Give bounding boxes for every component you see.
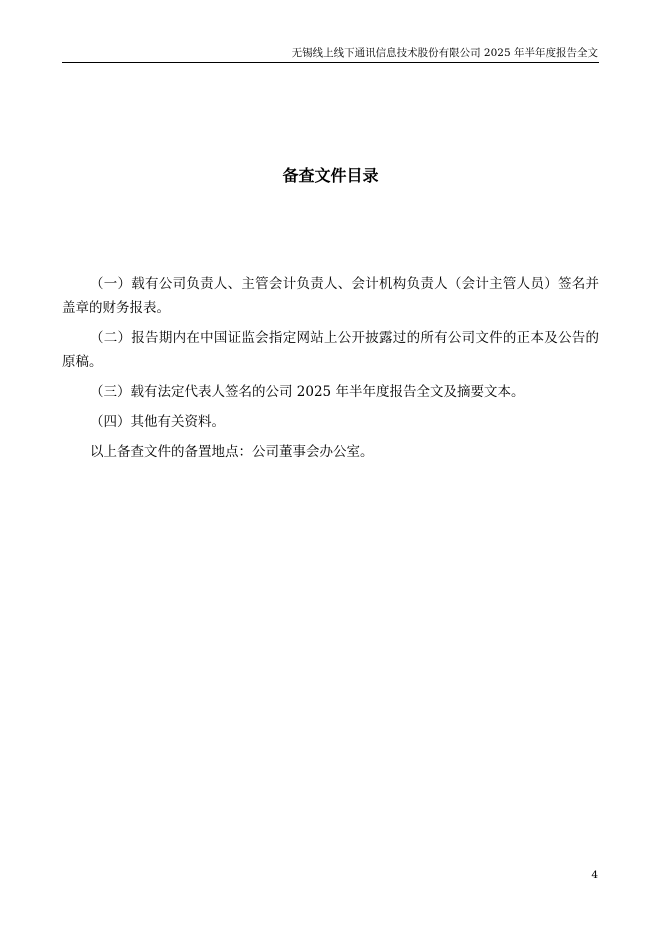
paragraph-item-4: （四）其他有关资料。 xyxy=(90,414,225,430)
paragraph-location: 以上备查文件的备置地点：公司董事会办公室。 xyxy=(90,444,374,460)
paragraph-item-2: （二）报告期内在中国证监会指定网站上公开披露过的所有公司文件的正本及公告的原稿。 xyxy=(62,330,599,370)
document-body xyxy=(62,272,599,470)
page-title: 备查文件目录 xyxy=(282,166,379,185)
running-header: 无锡线上线下通讯信息技术股份有限公司 2025 年半年度报告全文 xyxy=(291,47,598,59)
paragraph-item-1: （一）载有公司负责人、主管会计负责人、会计机构负责人（会计主管人员）签名并盖章的财务报表。 xyxy=(62,276,599,316)
page-number: 4 xyxy=(591,869,598,881)
paragraph-item-3: （三）载有法定代表人签名的公司 2025 年半年度报告全文及摘要文本。 xyxy=(90,384,525,400)
header-divider xyxy=(62,62,599,63)
